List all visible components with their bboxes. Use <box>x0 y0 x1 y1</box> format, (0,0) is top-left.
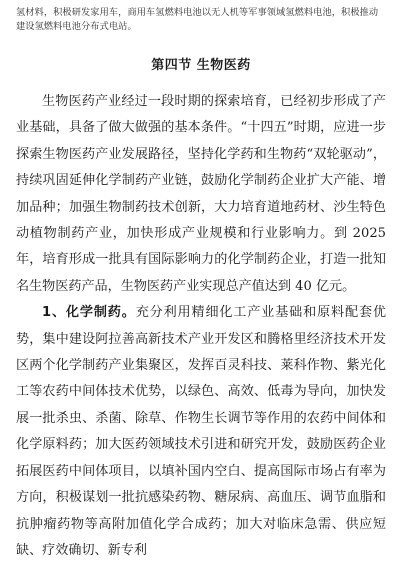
carryover-text: 氢材料，积极研发家用车，商用车氢燃料电池以无人机等军事领域氢燃料电池，积极推动建设氢燃料电池分布式电站。 <box>16 7 379 32</box>
paragraph-intro <box>16 89 386 300</box>
section-title: 第四节 生物医药 <box>151 58 251 73</box>
paragraph-text: 生物医药产业经过一段时期的探索培育，已经初步形成了产业基础，具备了做大做强的基本条件。“十四五”时期，应进一步探索生物医药产业发展路径，坚持化学药和生物药“双轮驱动”，持续巩固延伸化学制药产业链，鼓励化学制药企业扩大产能、增加品种；加强生物制药技术创新，大力培育道地药材、沙生特色动植物制药产业，加快形成产业规模和行业影响力。到 2025 年，培育形成一批具有国际影响力的化学制药企业，打造一批知名生物医药产品，生物医药产业实现总产值达到 40 亿元。 <box>16 94 386 294</box>
paragraph-text: 充分利用精细化工产业基础和原料配套优势，集中建设阿拉善高新技术产业开发区和腾格里经济技术开发区两个化学制药产业集聚区，发挥百灵科技、莱科作物、紫光化工等农药中间体技术优势，以绿色、高效、低毒为导向，加快发展一批杀虫、杀菌、除草、作物生长调节等作用的农药中间体和化学原料药；加大医药领域技术引进和研究开发，鼓励医药企业拓展医药中间体项目，以填补国内空白、提高国际市场占有率为方向，积极谋划一批抗感染药物、糖尿病、高血压、调节血脂和抗肿瘤药物等高附加值化学合成药；加大对临床急需、供应短缺、疗效确切、新专利 <box>16 305 386 558</box>
paragraph-heading: 1、化学制药。 <box>42 305 136 321</box>
paragraph-chemical-pharma <box>16 300 386 564</box>
